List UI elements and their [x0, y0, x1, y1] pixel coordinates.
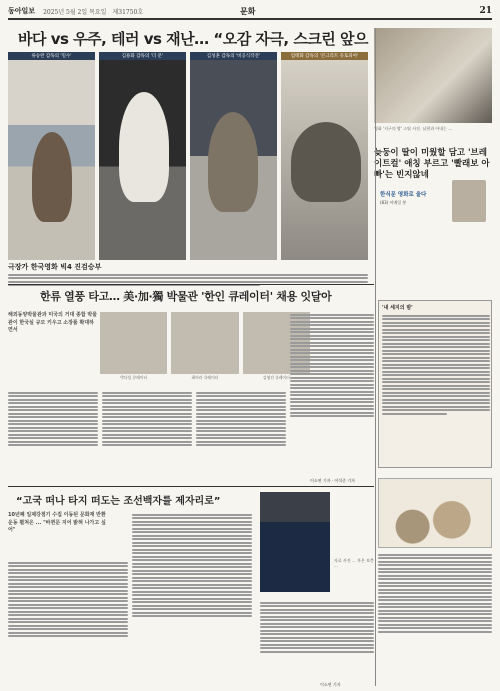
- curator-portrait: [171, 312, 238, 380]
- sidebar-photo: [374, 28, 492, 123]
- sidebar-box: [378, 300, 492, 468]
- story3-headline: “고국 떠나 타지 떠도는 조선백자를 제자리로”: [16, 496, 221, 507]
- right-column-body: [378, 552, 492, 686]
- publication-date: 2025년 5월 2일 목요일: [43, 8, 107, 16]
- story3-byline: 이소연 기자: [320, 682, 341, 687]
- story1-photo-row: [8, 52, 368, 260]
- column-divider: [375, 28, 376, 686]
- section-title: 문화: [240, 5, 256, 16]
- masthead: [8, 4, 492, 20]
- portrait-label: 김영진 큐레이터: [262, 375, 290, 380]
- author-title: 영화로 울다: [397, 192, 427, 198]
- story2-byline: 이소연 기자 · 이석준 기자: [310, 478, 355, 483]
- crowd-shape: [291, 122, 361, 202]
- ceramics-photo: [378, 478, 492, 548]
- page-number: 21: [479, 6, 492, 16]
- officer-photo: [260, 492, 330, 592]
- figure-shape: [208, 112, 258, 212]
- sidebar-author: [380, 190, 426, 206]
- curator-portraits: [100, 312, 310, 380]
- figure-shape: [32, 132, 72, 222]
- sidebar-box-body: [382, 313, 490, 463]
- story3-subhead: 10년째 일제강점기 수집 이동된 문화재 반환운동 펼쳐온 ... "바뀐문 지어 밝혀 나가고 싶어": [8, 512, 106, 533]
- curator-portrait: [100, 312, 167, 380]
- story2-body-col4: [290, 312, 374, 478]
- story2-body-col3: [196, 390, 286, 478]
- story1-headline: 바다 vs 우주, 테러 vs 재난… “오감 자극, 스크린 앞으: [18, 30, 368, 48]
- story2-subhead: 해외동양박물관과 미국의 거대 종합 박물관이 한국실 규모 키우고 소장품 확대하면서: [8, 312, 98, 333]
- newspaper-brand: 동아일보: [8, 6, 36, 15]
- sidebar-box-title: '내 세지의 밤': [382, 305, 413, 311]
- author-name: 한식문: [380, 192, 396, 198]
- astronaut-shape: [119, 92, 169, 202]
- story1-subhead: 극장가 한국영화 빅4 진검승부: [8, 263, 102, 271]
- portrait-label: 박다섭 큐레이터: [120, 375, 148, 380]
- photo-concrete-utopia: [281, 52, 368, 260]
- photo-caption: 엄태화 감독의 '콘크리트 유토피아': [281, 52, 368, 60]
- author-note: (83) 이메일 봉: [380, 200, 407, 205]
- section-divider: [8, 284, 374, 285]
- issue-number: 제31750호: [112, 8, 144, 16]
- story3-body-col3: [260, 600, 374, 686]
- portrait-label: 최아라 큐레이터: [191, 375, 219, 380]
- photo-smugglers: [8, 52, 95, 260]
- story2-headline: 한류 열풍 타고… 美·加·獨 박물관 '한인 큐레이터' 채용 잇달아: [40, 290, 332, 303]
- sidebar-headline: 늦둥이 딸이 미웠할 담고 '브레이트컬' 애칭 부르고 '빨래보 아빠'는 빈지않네: [374, 148, 490, 181]
- photo-the-moon: [99, 52, 186, 260]
- story3-body-col1: [8, 560, 128, 686]
- photo-caption: 김용화 감독의 '더 문': [99, 52, 186, 60]
- story2-body-col1: [8, 390, 98, 478]
- section-divider: [8, 486, 374, 487]
- photo-caption: 김성훈 감독의 '비공식작전': [190, 52, 277, 60]
- sidebar-photo-caption: 영화 '지구의 밤' 스틸 사진. 남편과 아내는 ...: [374, 126, 453, 131]
- author-portrait: [452, 180, 486, 222]
- story3-body-col2: [132, 512, 252, 686]
- photo-ransomed: [190, 52, 277, 260]
- officer-photo-caption: 자료 사진 ... 흑은 보충 ...: [334, 558, 374, 569]
- story2-body-col2: [102, 390, 192, 478]
- photo-caption: 류승완 감독의 '밀수': [8, 52, 95, 60]
